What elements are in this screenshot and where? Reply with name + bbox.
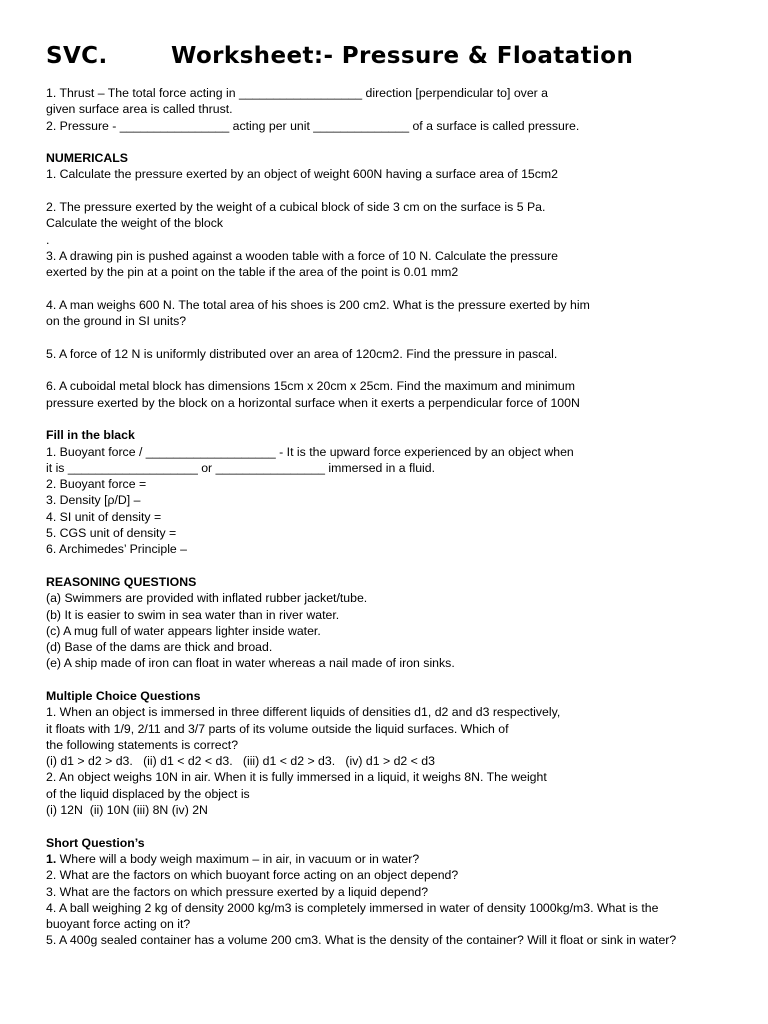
short-question-line: 5. A 400g sealed container has a volume 200 cm3. What is the density of the container? Will it float or sink in water? (46, 933, 677, 948)
question-line: 5. A force of 12 N is uniformly distributed over an area of 120cm2. Find the pressure in pascal. (46, 346, 558, 361)
short-question-line (46, 851, 746, 867)
reasoning-section (46, 574, 746, 672)
reasoning-line: (b) It is easier to swim in sea water than in river water. (46, 607, 340, 622)
worksheet-body (46, 85, 746, 949)
numericals-section (46, 150, 746, 411)
short-questions-section (46, 835, 746, 949)
fill-blank-line: 2. Buoyant force = (46, 477, 147, 492)
section-heading: Fill in the black (46, 428, 135, 443)
school-name: SVC. (46, 43, 108, 69)
mcq-line: 2. An object weighs 10N in air. When it is fully immersed in a liquid, it weighs 8N. The weight (46, 770, 547, 785)
spacer (46, 362, 746, 378)
fill-blank-line: 5. CGS unit of density = (46, 526, 177, 541)
reasoning-line: (c) A mug full of water appears lighter inside water. (46, 623, 321, 638)
section-heading: Multiple Choice Questions (46, 688, 201, 703)
mcq-line: (i) 12N (ii) 10N (iii) 8N (iv) 2N (46, 803, 208, 818)
question-line: 4. A man weighs 600 N. The total area of his shoes is 200 cm2. What is the pressure exerted by him (46, 297, 590, 312)
mcq-section (46, 688, 746, 818)
fill-blanks-section (46, 427, 746, 557)
section-heading: Short Question’s (46, 835, 145, 850)
question-line: pressure exerted by the block on a horizontal surface when it exerts a perpendicular force of 100N (46, 395, 580, 410)
spacer (46, 818, 746, 834)
reasoning-line: (d) Base of the dams are thick and broad. (46, 640, 273, 655)
spacer (46, 281, 746, 297)
fill-blank-line: 1. Buoyant force / ___________________ - It is the upward force experienced by an object when (46, 444, 574, 459)
spacer (46, 672, 746, 688)
definition-line: 1. Thrust – The total force acting in __________________ direction [perpendicular to] over a (46, 86, 549, 100)
spacer (46, 183, 746, 199)
question-number: 1. (46, 851, 57, 866)
spacer (46, 134, 746, 150)
question-line: 3. A drawing pin is pushed against a wooden table with a force of 10 N. Calculate the pressure (46, 248, 559, 263)
fill-blank-line: it is ___________________ or ________________ immersed in a fluid. (46, 460, 436, 475)
mcq-line: of the liquid displaced by the object is (46, 786, 250, 801)
definitions-section (46, 85, 746, 134)
fill-blank-line: 6. Archimedes’ Principle – (46, 542, 188, 557)
question-text: Where will a body weigh maximum – in air, in vacuum or in water? (56, 851, 420, 866)
question-line: . (46, 232, 50, 247)
question-line: Calculate the weight of the block (46, 216, 224, 231)
question-line: exerted by the pin at a point on the table if the area of the point is 0.01 mm2 (46, 265, 459, 280)
definition-line: 2. Pressure - ________________ acting per unit ______________ of a surface is called pressure. (46, 118, 580, 133)
question-line: 6. A cuboidal metal block has dimensions 15cm x 20cm x 25cm. Find the maximum and minimum (46, 379, 575, 394)
section-heading: REASONING QUESTIONS (46, 574, 197, 589)
short-question-line: 3. What are the factors on which pressure exerted by a liquid depend? (46, 884, 429, 899)
page-title (46, 40, 634, 72)
fill-blank-line: 4. SI unit of density = (46, 509, 162, 524)
spacer (46, 558, 746, 574)
question-line: on the ground in SI units? (46, 314, 187, 329)
mcq-line: (i) d1 > d2 > d3. (ii) d1 < d2 < d3. (iii) d1 < d2 > d3. (iv) d1 > d2 < d3 (46, 754, 435, 769)
question-line: 2. The pressure exerted by the weight of a cubical block of side 3 cm on the surface is 5 Pa. (46, 200, 546, 215)
spacer (46, 329, 746, 345)
short-question-line: 2. What are the factors on which buoyant force acting on an object depend? (46, 868, 459, 883)
section-heading: NUMERICALS (46, 151, 128, 166)
mcq-line: the following statements is correct? (46, 737, 239, 752)
question-line: 1. Calculate the pressure exerted by an object of weight 600N having a surface area of 15cm2 (46, 167, 558, 182)
spacer (46, 411, 746, 427)
short-question-line: buoyant force acting on it? (46, 917, 191, 932)
fill-blank-line: 3. Density [ρ/D] – (46, 493, 141, 508)
mcq-line: 1. When an object is immersed in three different liquids of densities d1, d2 and d3 respectively, (46, 705, 561, 720)
mcq-line: it floats with 1/9, 2/11 and 3/7 parts of its volume outside the liquid surfaces. Which of (46, 721, 509, 736)
reasoning-line: (e) A ship made of iron can float in water whereas a nail made of iron sinks. (46, 656, 455, 671)
reasoning-line: (a) Swimmers are provided with inflated rubber jacket/tube. (46, 591, 368, 606)
short-question-line: 4. A ball weighing 2 kg of density 2000 kg/m3 is completely immersed in water of density 1000kg/m3. What is the (46, 900, 659, 915)
definition-line: given surface area is called thrust. (46, 102, 233, 117)
worksheet-title: Worksheet:- Pressure & Floatation (171, 43, 634, 69)
